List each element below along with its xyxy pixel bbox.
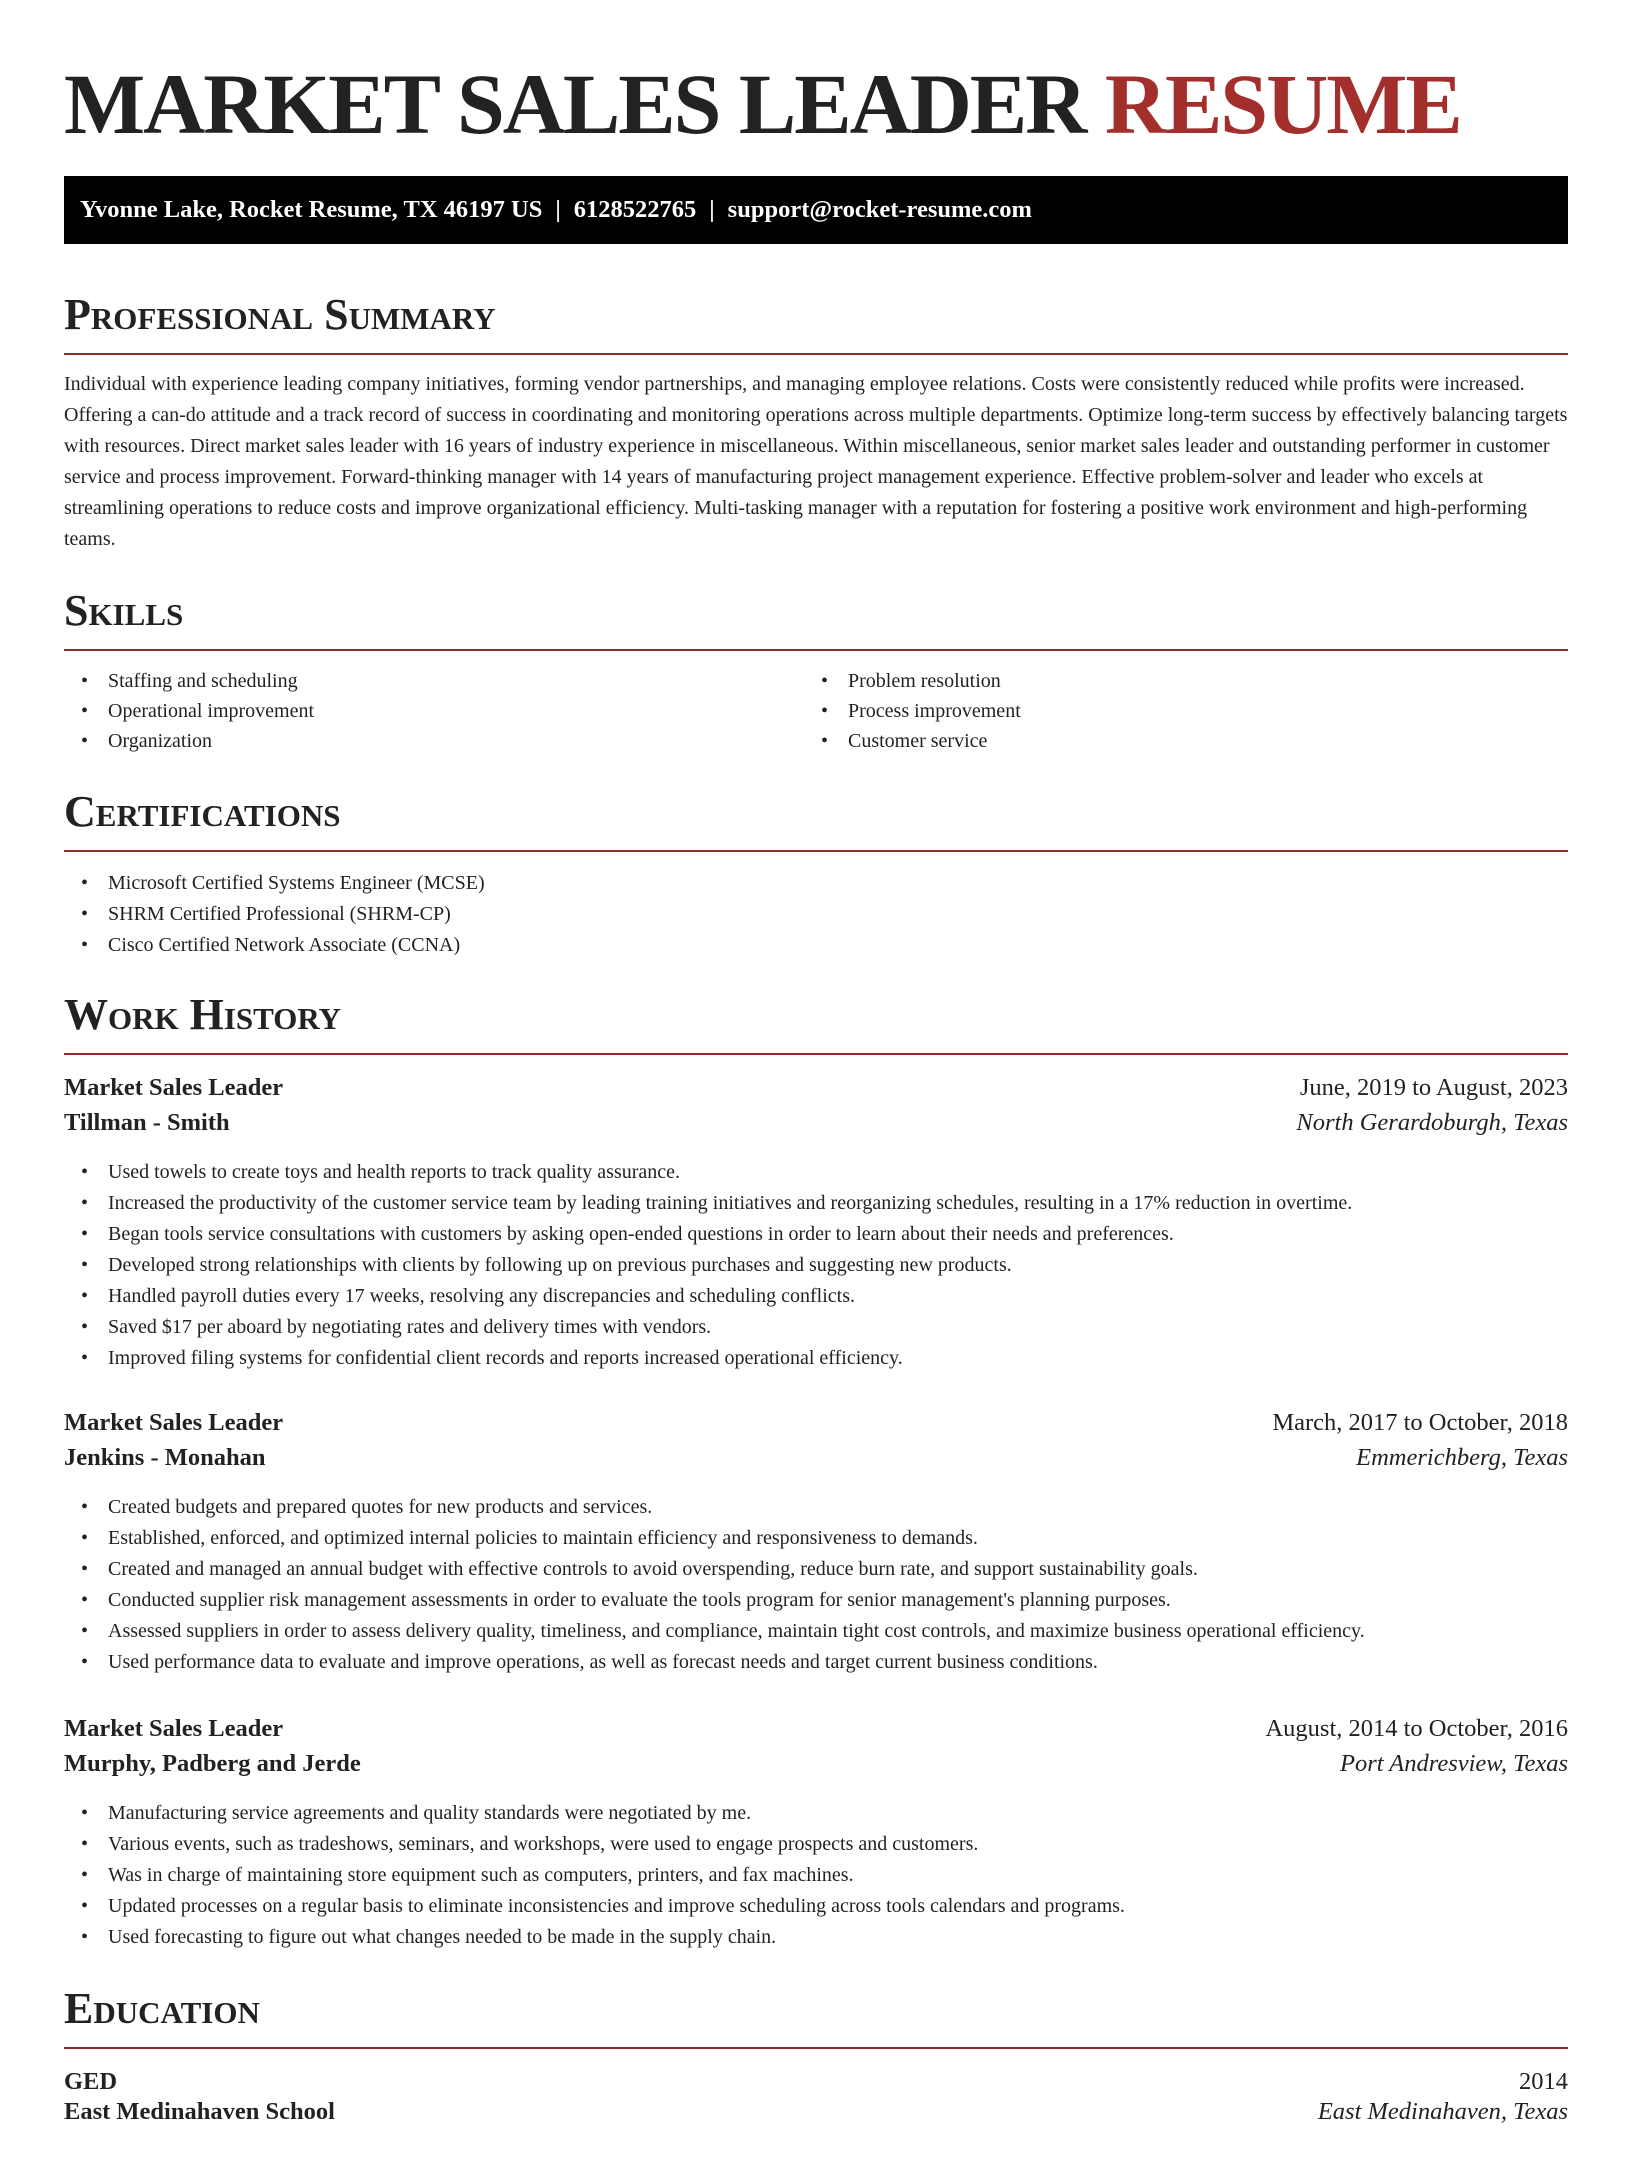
duty-item: • Conducted supplier risk management assessments in order to evaluate the tools program for senior management's planning purposes. bbox=[64, 1585, 1568, 1616]
contact-separator: | bbox=[555, 196, 561, 223]
job-company: Murphy, Padberg and Jerde bbox=[64, 1750, 361, 1777]
summary-text: Individual with experience leading company initiatives, forming vendor partnerships, and managing employee relations. Costs were consistently reduced while profits were increased. Offering a can-do attitude and a track record of success in coordinating and monitoring operations across multiple departments. Optimize long-term success by effectively balancing targets with resources. Direct market sales leader with 16 years of industry experience in miscellaneous. Within miscellaneous, senior market sales leader and outstanding performer in customer service and process improvement. Forward-thinking manager with 14 years of manufacturing project management experience. Effective problem-solver and leader who excels at streamlining operations to reduce costs and improve organizational efficiency. Multi-tasking manager with a reputation for fostering a positive work environment and high-performing teams. bbox=[64, 373, 1568, 550]
job-duties-list bbox=[64, 1492, 1568, 1678]
skills-list bbox=[804, 666, 1544, 756]
job-duties-list bbox=[64, 1157, 1568, 1374]
duty-item: • Began tools service consultations with customers by asking open-ended questions in order to learn about their needs and preferences. bbox=[64, 1219, 1568, 1250]
certification-item: • SHRM Certified Professional (SHRM-CP) bbox=[64, 899, 1568, 930]
duty-item: • Used forecasting to figure out what changes needed to be made in the supply chain. bbox=[64, 1922, 1568, 1953]
job-company-row bbox=[64, 1440, 1568, 1475]
duty-item: • Was in charge of maintaining store equipment such as computers, printers, and fax machines. bbox=[64, 1860, 1568, 1891]
skill-item: • Customer service bbox=[804, 726, 1544, 756]
skill-item: • Organization bbox=[64, 726, 804, 756]
job-company-row bbox=[64, 1105, 1568, 1140]
education-degree-row bbox=[64, 2064, 1568, 2099]
duty-item: • Used towels to create toys and health reports to track quality assurance. bbox=[64, 1157, 1568, 1188]
skills-grid bbox=[64, 666, 1568, 756]
duty-item: • Handled payroll duties every 17 weeks, resolving any discrepancies and scheduling conflicts. bbox=[64, 1281, 1568, 1312]
job-title: Market Sales Leader bbox=[64, 1715, 284, 1742]
job-dates: August, 2014 to October, 2016 bbox=[1265, 1715, 1568, 1742]
section-heading-education: Education bbox=[64, 1987, 1568, 2049]
job-entry bbox=[64, 1711, 1568, 1953]
duty-item: • Saved $17 per aboard by negotiating rates and delivery times with vendors. bbox=[64, 1312, 1568, 1343]
summary-section bbox=[64, 290, 1568, 555]
job-duties-list bbox=[64, 1798, 1568, 1953]
job-header-row bbox=[64, 1405, 1568, 1440]
job-location: Port Andresview, Texas bbox=[1340, 1750, 1568, 1777]
title-main: MARKET SALES LEADER bbox=[64, 56, 1086, 152]
duty-item: • Created and managed an annual budget with effective controls to avoid overspending, reduce burn rate, and support sustainability goals. bbox=[64, 1554, 1568, 1585]
education-location: East Medinahaven, Texas bbox=[1317, 2098, 1568, 2125]
education-degree: GED bbox=[64, 2068, 118, 2095]
skill-item: • Problem resolution bbox=[804, 666, 1544, 696]
job-company-row bbox=[64, 1746, 1568, 1781]
duty-item: • Used performance data to evaluate and improve operations, as well as forecast needs and target current business conditions. bbox=[64, 1647, 1568, 1678]
resume-page bbox=[0, 56, 1632, 2173]
section-heading-summary: Professional Summary bbox=[64, 293, 1568, 355]
certification-item: • Microsoft Certified Systems Engineer (MCSE) bbox=[64, 868, 1568, 899]
job-title: Market Sales Leader bbox=[64, 1409, 284, 1436]
contact-separator: | bbox=[709, 196, 715, 223]
duty-item: • Created budgets and prepared quotes for new products and services. bbox=[64, 1492, 1568, 1523]
education-school: East Medinahaven School bbox=[64, 2098, 335, 2125]
job-header-row bbox=[64, 1711, 1568, 1746]
contact-bar bbox=[64, 176, 1568, 244]
duty-item: • Established, enforced, and optimized internal policies to maintain efficiency and responsiveness to demands. bbox=[64, 1523, 1568, 1554]
education-school-row bbox=[64, 2098, 1568, 2125]
job-company: Jenkins - Monahan bbox=[64, 1444, 266, 1471]
skills-column-left bbox=[64, 666, 804, 756]
section-heading-work-history: Work History bbox=[64, 993, 1568, 1055]
job-header-row bbox=[64, 1070, 1568, 1105]
contact-phone: 6128522765 bbox=[573, 196, 697, 223]
section-heading-certifications: Certifications bbox=[64, 790, 1568, 852]
skill-item: • Staffing and scheduling bbox=[64, 666, 804, 696]
job-entry bbox=[64, 1070, 1568, 1374]
title-accent: RESUME bbox=[1104, 56, 1461, 152]
work-history-section bbox=[64, 990, 1568, 1953]
skill-item: • Process improvement bbox=[804, 696, 1544, 726]
duty-item: • Increased the productivity of the customer service team by leading training initiatives and reorganizing schedules, resulting in a 17% reduction in overtime. bbox=[64, 1188, 1568, 1219]
job-dates: March, 2017 to October, 2018 bbox=[1272, 1409, 1568, 1436]
education-section bbox=[64, 1984, 1568, 2125]
skill-item: • Operational improvement bbox=[64, 696, 804, 726]
section-heading-skills: Skills bbox=[64, 589, 1568, 651]
job-title: Market Sales Leader bbox=[64, 1074, 284, 1101]
contact-address: Yvonne Lake, Rocket Resume, TX 46197 US bbox=[80, 196, 543, 223]
duty-item: • Manufacturing service agreements and quality standards were negotiated by me. bbox=[64, 1798, 1568, 1829]
job-company: Tillman - Smith bbox=[64, 1109, 230, 1136]
certification-item: • Cisco Certified Network Associate (CCNA) bbox=[64, 930, 1568, 961]
duty-item: • Improved filing systems for confidential client records and reports increased operational efficiency. bbox=[64, 1343, 1568, 1374]
job-location: Emmerichberg, Texas bbox=[1356, 1444, 1568, 1471]
job-dates: June, 2019 to August, 2023 bbox=[1299, 1074, 1568, 1101]
education-year: 2014 bbox=[1519, 2068, 1568, 2095]
job-entry bbox=[64, 1405, 1568, 1678]
duty-item: • Assessed suppliers in order to assess delivery quality, timeliness, and compliance, maintain tight cost controls, and maximize business operational efficiency. bbox=[64, 1616, 1568, 1647]
education-entry bbox=[64, 2064, 1568, 2125]
job-location: North Gerardoburgh, Texas bbox=[1296, 1109, 1568, 1136]
duty-item: • Developed strong relationships with clients by following up on previous purchases and suggesting new products. bbox=[64, 1250, 1568, 1281]
skills-column-right bbox=[804, 666, 1544, 756]
skills-section bbox=[64, 586, 1568, 756]
certifications-section bbox=[64, 787, 1568, 961]
skills-list bbox=[64, 666, 804, 756]
page-title bbox=[64, 56, 1568, 152]
duty-item: • Various events, such as tradeshows, seminars, and workshops, were used to engage prospects and customers. bbox=[64, 1829, 1568, 1860]
certifications-list bbox=[64, 868, 1568, 961]
duty-item: • Updated processes on a regular basis to eliminate inconsistencies and improve scheduling across tools calendars and programs. bbox=[64, 1891, 1568, 1922]
contact-email: support@rocket-resume.com bbox=[727, 196, 1032, 223]
